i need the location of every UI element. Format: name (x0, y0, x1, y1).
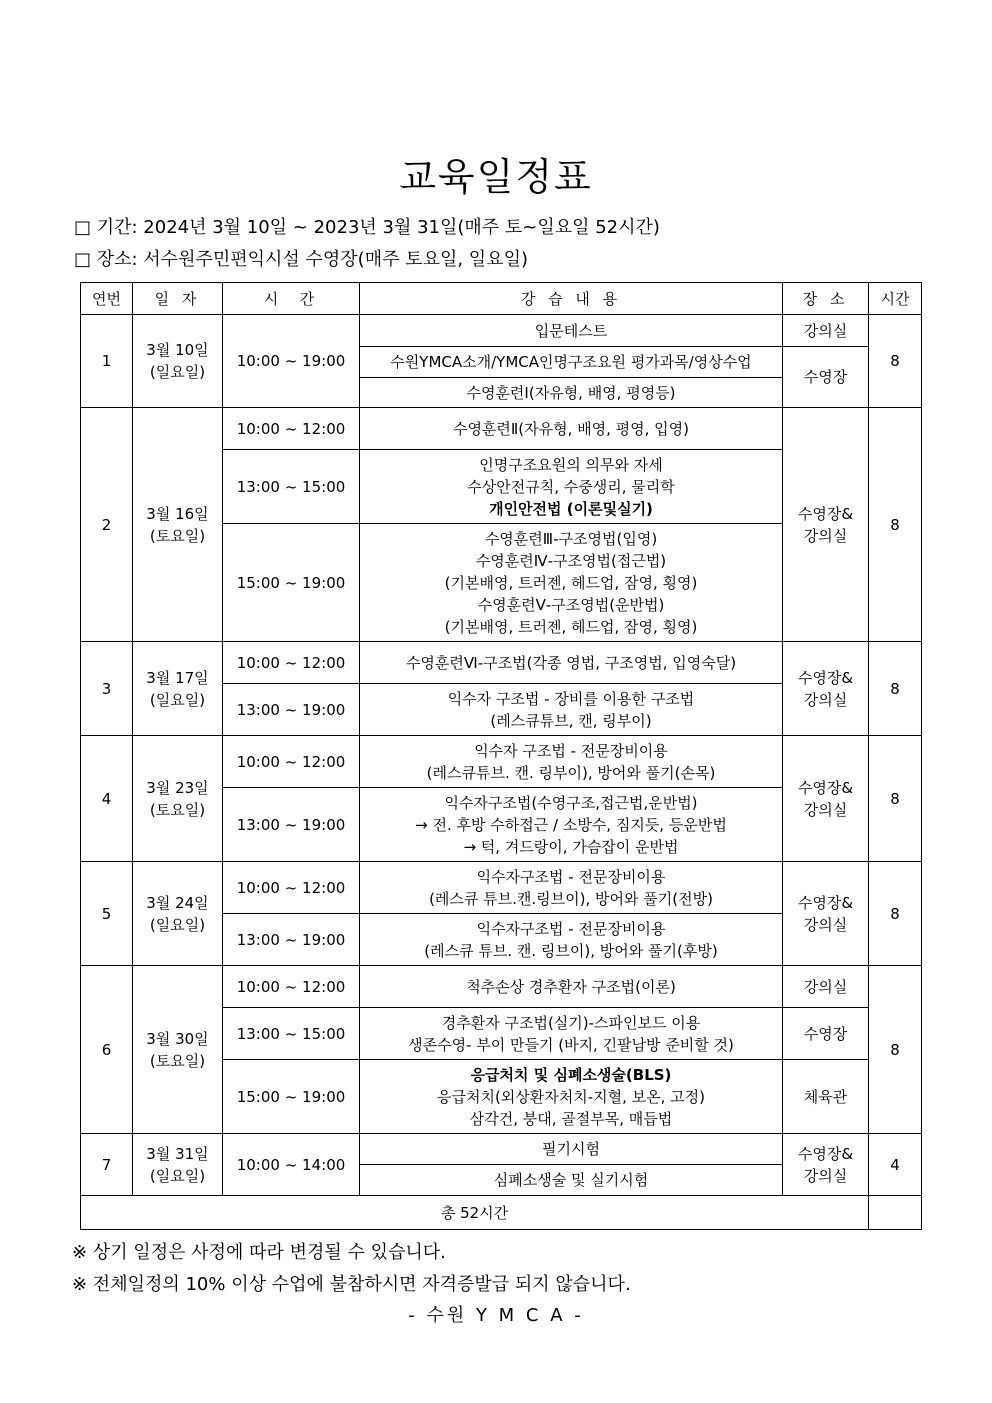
table-row (81, 315, 922, 347)
table-row (81, 862, 922, 914)
total-hours-empty (869, 1196, 922, 1230)
period-info: □ 기간: 2024년 3월 10일 ~ 2023년 3월 31일(매주 토~일요일 52시간) (74, 217, 660, 238)
row-no: 6 (81, 966, 133, 1134)
total-label: 총 52시간 (81, 1196, 869, 1230)
page-title: 교육일정표 (399, 155, 593, 199)
row-no: 3 (81, 642, 133, 736)
row-hours: 8 (869, 642, 922, 736)
row-date: 3월 16일 (토요일) (133, 408, 223, 642)
row-hours: 8 (869, 315, 922, 408)
row-time: 13:00 ~ 15:00 (223, 1008, 360, 1060)
row-content: 입문테스트 (360, 315, 783, 347)
row-time: 13:00 ~ 19:00 (223, 788, 360, 862)
header-content: 강 습 내 용 (360, 283, 783, 315)
row-place: 수영장 (783, 347, 869, 408)
row-place: 강의실 (783, 315, 869, 347)
header-hours: 시간 (869, 283, 922, 315)
row-hours: 4 (869, 1134, 922, 1196)
row-time: 10:00 ~ 12:00 (223, 966, 360, 1008)
table-header-row (81, 283, 922, 315)
table-row (81, 966, 922, 1008)
row-content: 척추손상 경추환자 구조법(이론) (360, 966, 783, 1008)
row-time: 10:00 ~ 12:00 (223, 642, 360, 684)
table-row (81, 642, 922, 684)
row-content: 경추환자 구조법(실기)-스파인보드 이용 생존수영- 부이 만들기 (바지, 긴팔남방 준비할 것) (360, 1008, 783, 1060)
row-content: 심폐소생술 및 실기시험 (360, 1165, 783, 1196)
row-date: 3월 30일 (토요일) (133, 966, 223, 1134)
row-time: 13:00 ~ 15:00 (223, 450, 360, 524)
row-no: 4 (81, 736, 133, 862)
total-row (81, 1196, 922, 1230)
row-place: 수영장& 강의실 (783, 408, 869, 642)
row-place: 수영장& 강의실 (783, 1134, 869, 1196)
row-date: 3월 10일 (일요일) (133, 315, 223, 408)
row-date: 3월 24일 (일요일) (133, 862, 223, 966)
row-hours: 8 (869, 966, 922, 1134)
schedule-table (80, 282, 922, 1230)
row-place: 수영장& 강의실 (783, 642, 869, 736)
row-place: 수영장& 강의실 (783, 736, 869, 862)
row-content: 수원YMCA소개/YMCA인명구조요원 평가과목/영상수업 (360, 347, 783, 378)
row-time: 10:00 ~ 12:00 (223, 408, 360, 450)
row-no: 1 (81, 315, 133, 408)
row-time: 15:00 ~ 19:00 (223, 524, 360, 642)
note-attendance: ※ 전체일정의 10% 이상 수업에 불참하시면 자격증발급 되지 않습니다. (72, 1274, 631, 1295)
row-time: 10:00 ~ 12:00 (223, 862, 360, 914)
row-time: 10:00 ~ 19:00 (223, 315, 360, 408)
row-place: 수영장 (783, 1008, 869, 1060)
row-no: 7 (81, 1134, 133, 1196)
header-date: 일 자 (133, 283, 223, 315)
row-time: 10:00 ~ 14:00 (223, 1134, 360, 1196)
row-hours: 8 (869, 862, 922, 966)
place-info: □ 장소: 서수원주민편익시설 수영장(매주 토요일, 일요일) (74, 249, 528, 270)
row-place: 수영장& 강의실 (783, 862, 869, 966)
row-content: 익수자 구조법 - 장비를 이용한 구조법 (레스큐튜브, 캔, 링부이) (360, 684, 783, 736)
row-content: 수영훈련Ⅰ(자유형, 배영, 평영등) (360, 378, 783, 408)
row-hours: 8 (869, 736, 922, 862)
row-hours: 8 (869, 408, 922, 642)
header-place: 장 소 (783, 283, 869, 315)
row-time: 10:00 ~ 12:00 (223, 736, 360, 788)
footer-org: - 수원 Y M C A - (408, 1305, 584, 1326)
row-time: 13:00 ~ 19:00 (223, 684, 360, 736)
header-time: 시 간 (223, 283, 360, 315)
row-no: 2 (81, 408, 133, 642)
row-date: 3월 17일 (일요일) (133, 642, 223, 736)
row-date: 3월 23일 (토요일) (133, 736, 223, 862)
table-row (81, 408, 922, 450)
note-schedule-change: ※ 상기 일정은 사정에 따라 변경될 수 있습니다. (72, 1242, 446, 1263)
row-content: 응급처치 및 심폐소생술(BLS) 응급처치(외상환자처치-지혈, 보온, 고정) 삼각건, 붕대, 골절부목, 매듭법 (360, 1060, 783, 1134)
row-place: 체육관 (783, 1060, 869, 1134)
row-content: 익수자구조법(수영구조,접근법,운반법) → 전. 후방 수하접근 / 소방수, 짐지듯, 등운반법 → 턱, 겨드랑이, 가슴잡이 운반법 (360, 788, 783, 862)
row-content: 익수자 구조법 - 전문장비이용 (레스큐튜브. 캔. 링부이), 방어와 풀기(손목) (360, 736, 783, 788)
row-content: 인명구조요원의 의무와 자세 수상안전규칙, 수중생리, 물리학 개인안전법 (이론및실기) (360, 450, 783, 524)
row-content: 수영훈련Ⅱ(자유형, 배영, 평영, 입영) (360, 408, 783, 450)
table-row (81, 1134, 922, 1165)
row-content: 익수자구조법 - 전문장비이용 (레스큐 튜브.캔.링브이), 방어와 풀기(전방) (360, 862, 783, 914)
row-content: 익수자구조법 - 전문장비이용 (레스큐 튜브. 캔. 링브이), 방어와 풀기(후방) (360, 914, 783, 966)
row-no: 5 (81, 862, 133, 966)
row-place: 강의실 (783, 966, 869, 1008)
row-content: 수영훈련Ⅲ-구조영법(입영) 수영훈련Ⅳ-구조영법(접근법) (기본배영, 트러젠, 헤드업, 잠영, 횡영) 수영훈련Ⅴ-구조영법(운반법) (기본배영, 트러젠, 헤드업, 잠영, 횡영) (360, 524, 783, 642)
row-content: 필기시험 (360, 1134, 783, 1165)
header-no: 연번 (81, 283, 133, 315)
row-date: 3월 31일 (일요일) (133, 1134, 223, 1196)
table-row (81, 736, 922, 788)
row-time: 15:00 ~ 19:00 (223, 1060, 360, 1134)
row-content: 수영훈련Ⅵ-구조법(각종 영법, 구조영법, 입영숙달) (360, 642, 783, 684)
row-time: 13:00 ~ 19:00 (223, 914, 360, 966)
